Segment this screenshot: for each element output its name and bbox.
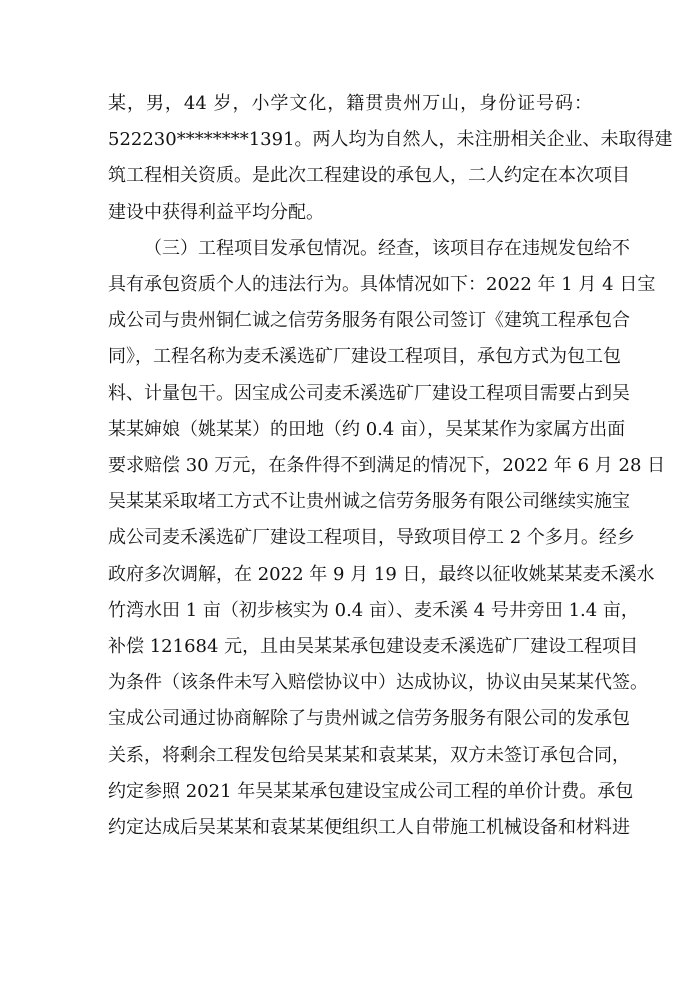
text-line-7: 成公司与贵州铜仁诚之信劳务服务有限公司签订《建筑工程承包合: [108, 310, 630, 331]
text-line-12: 吴某某采取堵工方式不让贵州诚之信劳务服务有限公司继续实施宝: [108, 491, 630, 512]
text-line-1: 某，男，44 岁，小学文化，籍贯贵州万山，身份证号码：: [108, 93, 592, 114]
text-line-4: 建设中获得利益平均分配。: [108, 202, 324, 223]
text-line-14: 政府多次调解，在 2022 年 9 月 19 日，最终以征收姚某某麦禾溪水: [108, 564, 655, 585]
text-line-11: 要求赔偿 30 万元，在条件得不到满足的情况下，2022 年 6 月 28 日: [108, 455, 666, 476]
section-heading-line: （三）工程项目发承包情况。经查，该项目存在违规发包给不: [144, 238, 630, 259]
text-line-10: 某某婶娘（姚某某）的田地（约 0.4 亩），吴某某作为家属方出面: [108, 419, 626, 440]
text-line-15: 竹湾水田 1 亩（初步核实为 0.4 亩）、麦禾溪 4 号井旁田 1.4 亩，: [108, 600, 639, 621]
text-line-17: 为条件（该条件未写入赔偿协议中）达成协议，协议由吴某某代签。: [108, 672, 648, 693]
text-line-19: 关系，将剩余工程发包给吴某某和袁某某，双方未签订承包合同，: [108, 745, 630, 766]
text-line-3: 筑工程相关资质。是此次工程建设的承包人，二人约定在本次项目: [108, 165, 630, 186]
text-line-9: 料、计量包干。因宝成公司麦禾溪选矿厂建设工程项目需要占到吴: [108, 383, 630, 404]
text-line-20: 约定参照 2021 年吴某某承包建设宝成公司工程的单价计费。承包: [108, 781, 634, 802]
text-line-13: 成公司麦禾溪选矿厂建设工程项目，导致项目停工 2 个多月。经乡: [108, 527, 635, 548]
text-line-2: 522230********1391。两人均为自然人，未注册相关企业、未取得建: [108, 129, 673, 150]
text-line-18: 宝成公司通过协商解除了与贵州诚之信劳务服务有限公司的发承包: [108, 708, 630, 729]
text-line-16: 补偿 121684 元，且由吴某某承包建设麦禾溪选矿厂建设工程项目: [108, 636, 639, 657]
text-line-21: 约定达成后吴某某和袁某某便组织工人自带施工机械设备和材料进: [108, 817, 630, 838]
text-line-8: 同》，工程名称为麦禾溪选矿厂建设工程项目，承包方式为包工包: [108, 346, 621, 367]
text-line-6: 具有承包资质个人的违法行为。具体情况如下：2022 年 1 月 4 日宝: [108, 274, 656, 295]
